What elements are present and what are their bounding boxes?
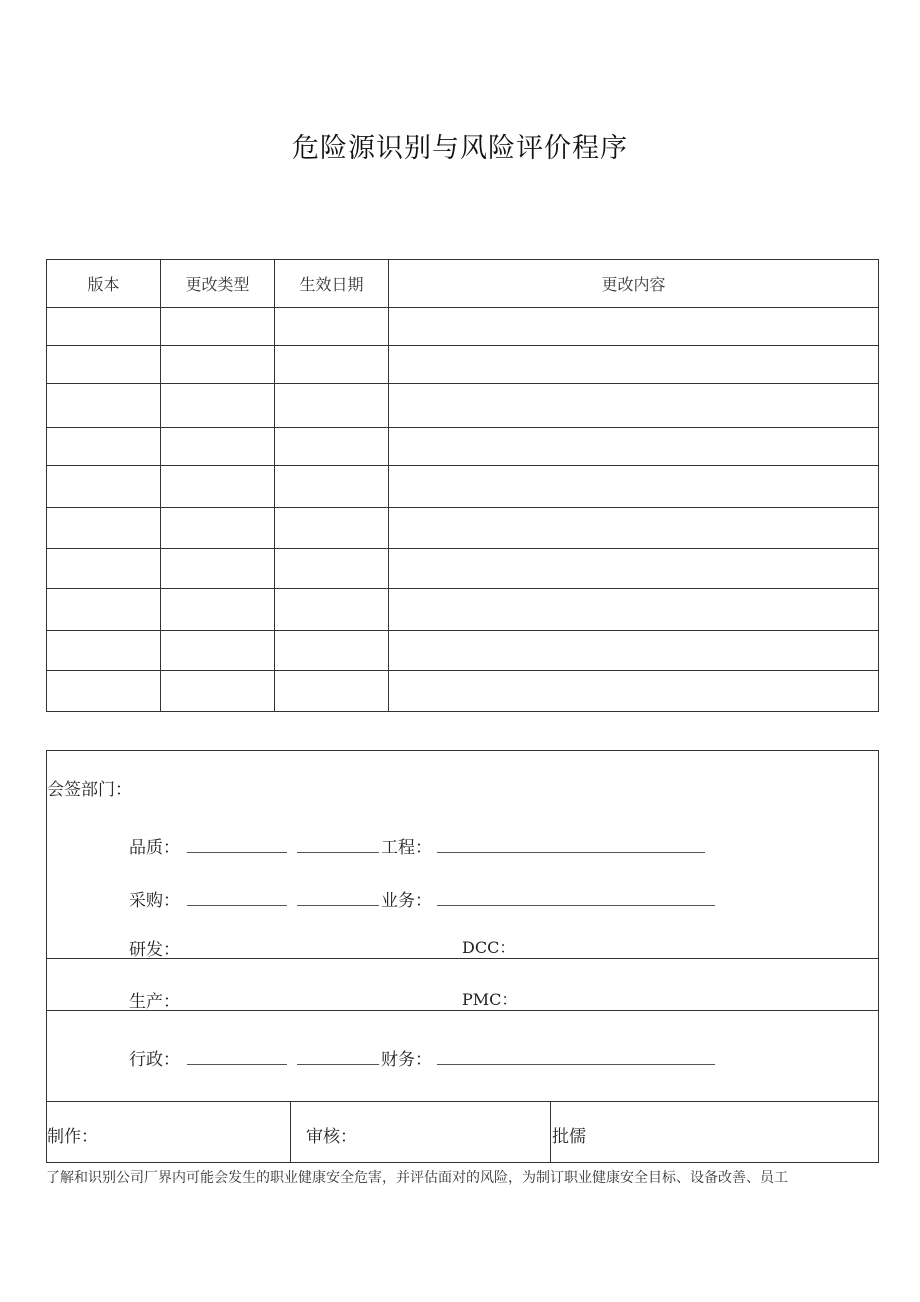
- reviewed-by-label: 审核：: [306, 1127, 357, 1147]
- pmc-label: PMC：: [462, 990, 518, 1009]
- finance-signature-line[interactable]: [437, 1064, 715, 1065]
- made-by-label: 制作：: [47, 1127, 98, 1147]
- cell-change-content: [389, 346, 879, 384]
- table-row: [47, 631, 879, 671]
- signoff-box: [46, 750, 879, 1163]
- cell-effective-date: [275, 346, 389, 384]
- admin-label: 行政：: [129, 1050, 180, 1070]
- cell-version: [47, 549, 161, 589]
- cell-effective-date: [275, 384, 389, 428]
- cell-change-content: [389, 384, 879, 428]
- document-title: 危险源识别与风险评价程序: [292, 133, 628, 164]
- business-label: 业务：: [381, 891, 432, 911]
- approved-by-label: 批儒: [552, 1127, 586, 1147]
- table-row: [47, 589, 879, 631]
- divider: [290, 1101, 291, 1162]
- revision-table-header: [47, 260, 879, 308]
- divider: [550, 1101, 551, 1162]
- rnd-label: 研发：: [129, 940, 180, 960]
- table-row: [47, 308, 879, 346]
- table-row: [47, 346, 879, 384]
- cell-effective-date: [275, 671, 389, 712]
- table-row: [47, 671, 879, 712]
- cell-version: [47, 589, 161, 631]
- cell-change-content: [389, 589, 879, 631]
- cell-change-type: [161, 466, 275, 508]
- cell-change-content: [389, 428, 879, 466]
- header-effective-date: 生效日期: [275, 260, 389, 308]
- engineering-signature-line[interactable]: [437, 852, 705, 853]
- cell-version: [47, 346, 161, 384]
- cell-version: [47, 508, 161, 549]
- cell-change-content: [389, 549, 879, 589]
- signature-line[interactable]: [297, 905, 379, 906]
- table-row: [47, 508, 879, 549]
- divider: [47, 1101, 878, 1102]
- cell-version: [47, 631, 161, 671]
- revision-table: [46, 259, 879, 712]
- cell-effective-date: [275, 308, 389, 346]
- body-text: 了解和识别公司厂界内可能会发生的职业健康安全危害，并评估面对的风险，为制订职业健康安全目标、设备改善、员工: [46, 1170, 788, 1186]
- table-row: [47, 549, 879, 589]
- cell-change-content: [389, 671, 879, 712]
- cell-effective-date: [275, 549, 389, 589]
- cell-change-content: [389, 631, 879, 671]
- cell-version: [47, 308, 161, 346]
- cell-effective-date: [275, 466, 389, 508]
- purchasing-label: 采购：: [129, 891, 180, 911]
- engineering-label: 工程：: [381, 838, 432, 858]
- cell-effective-date: [275, 428, 389, 466]
- cell-change-type: [161, 589, 275, 631]
- cell-version: [47, 428, 161, 466]
- quality-signature-line[interactable]: [187, 852, 287, 853]
- cell-change-type: [161, 671, 275, 712]
- header-version: 版本: [47, 260, 161, 308]
- cell-change-type: [161, 346, 275, 384]
- cell-effective-date: [275, 589, 389, 631]
- signature-line[interactable]: [297, 852, 379, 853]
- admin-signature-line[interactable]: [187, 1064, 287, 1065]
- signature-line[interactable]: [297, 1064, 379, 1065]
- quality-label: 品质：: [129, 838, 180, 858]
- cell-change-type: [161, 308, 275, 346]
- table-row: [47, 466, 879, 508]
- cell-version: [47, 671, 161, 712]
- table-row: [47, 428, 879, 466]
- business-signature-line[interactable]: [437, 905, 715, 906]
- cell-change-type: [161, 549, 275, 589]
- cell-change-type: [161, 631, 275, 671]
- finance-label: 财务：: [381, 1050, 432, 1070]
- cell-change-content: [389, 466, 879, 508]
- cell-change-type: [161, 508, 275, 549]
- cell-change-content: [389, 308, 879, 346]
- cell-change-content: [389, 508, 879, 549]
- purchasing-signature-line[interactable]: [187, 905, 287, 906]
- cosign-departments-label: 会签部门：: [47, 780, 132, 800]
- table-row: [47, 384, 879, 428]
- header-change-content: 更改内容: [389, 260, 879, 308]
- cell-change-type: [161, 428, 275, 466]
- header-change-type: 更改类型: [161, 260, 275, 308]
- dcc-label: DCC：: [462, 938, 516, 957]
- cell-effective-date: [275, 631, 389, 671]
- cell-change-type: [161, 384, 275, 428]
- cell-effective-date: [275, 508, 389, 549]
- cell-version: [47, 384, 161, 428]
- cell-version: [47, 466, 161, 508]
- production-label: 生产：: [129, 992, 180, 1012]
